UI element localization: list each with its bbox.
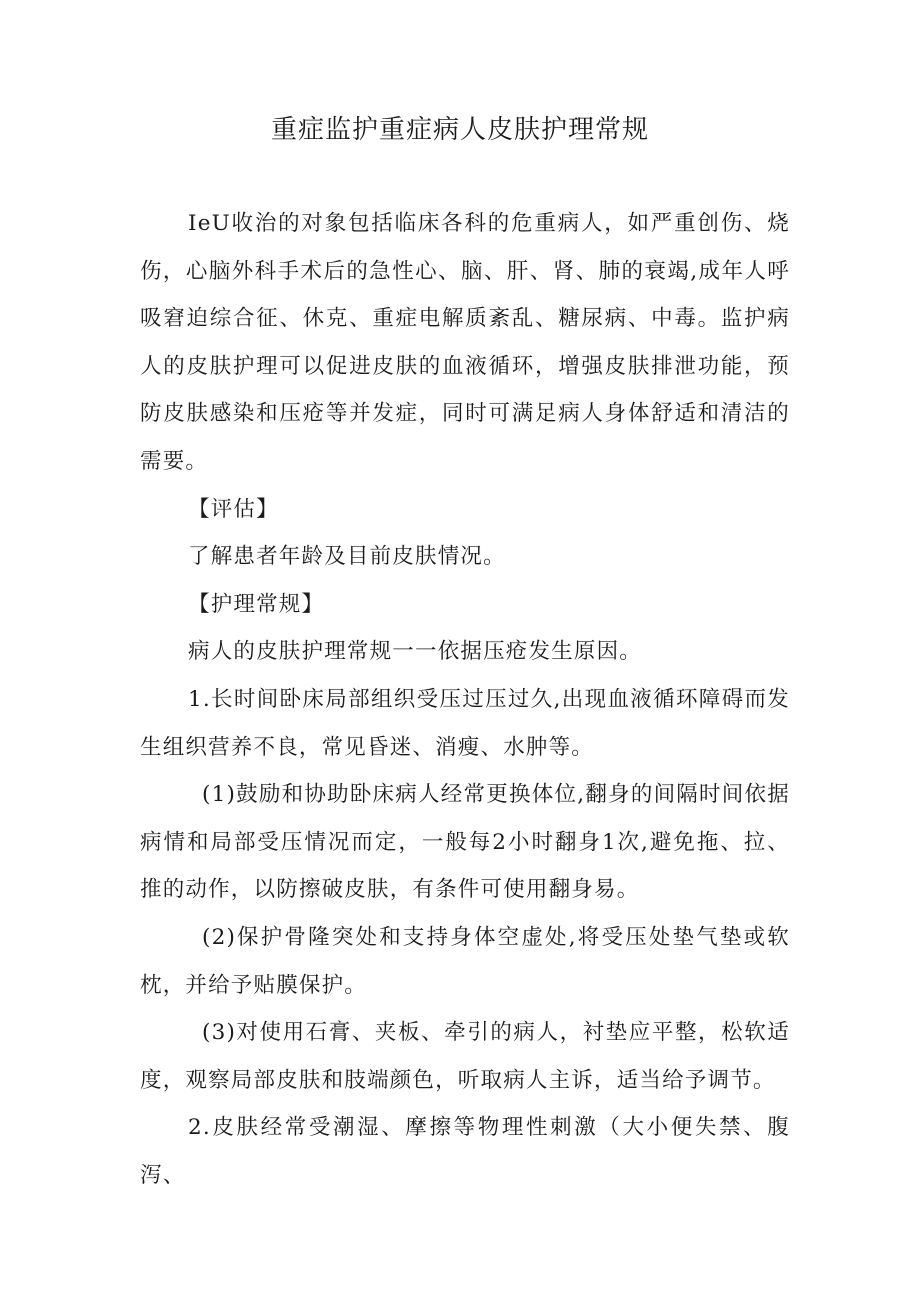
section-heading-assessment: 【评估】 <box>188 496 279 522</box>
section-heading-nursing-routine: 【护理常规】 <box>188 591 325 617</box>
sub-item-1-1: (1)鼓励和协助卧床病人经常更换体位,翻身的间隔时间依据病情和局部受压情况而定，一般每2小时翻身1次,避免拖、拉、推的动作，以防擦破皮肤，有条件可使用翻身易。 <box>140 782 790 903</box>
list-item-1: 1.长时间卧床局部组织受压过压过久,出现血液循环障碍而发生组织营养不良，常见昏迷、消瘦、水肿等。 <box>140 686 790 760</box>
page-title: 重症监护重症病人皮肤护理常规 <box>270 115 649 145</box>
document-body <box>140 200 790 1199</box>
sub-item-1-3: (3)对使用石膏、夹板、牵引的病人，衬垫应平整，松软适度，观察局部皮肤和肢端颜色，听取病人主诉，适当给予调节。 <box>140 1020 790 1093</box>
list-item-2: 2.皮肤经常受潮湿、摩擦等物理性刺激（大小便失禁、腹泻、 <box>140 1115 790 1188</box>
nursing-routine-intro: 病人的皮肤护理常规一一依据压疮发生原因。 <box>188 639 643 665</box>
assessment-paragraph: 了解患者年龄及目前皮肤情况。 <box>188 544 506 570</box>
intro-paragraph: IeU收治的对象包括临床各科的危重病人，如严重创伤、烧伤，心脑外科手术后的急性心、脑、肝、肾、肺的衰竭,成年人呼吸窘迫综合征、休克、重症电解质紊乱、糖尿病、中毒。监护病人的皮肤护理可以促进皮肤的血液循环，增强皮肤排泄功能，预防皮肤感染和压疮等并发症，同时可满足病人身体舒适和清洁的需要。 <box>140 211 790 474</box>
sub-item-1-2: (2)保护骨隆突处和支持身体空虚处,将受压处垫气垫或软枕，并给予贴膜保护。 <box>140 924 790 998</box>
